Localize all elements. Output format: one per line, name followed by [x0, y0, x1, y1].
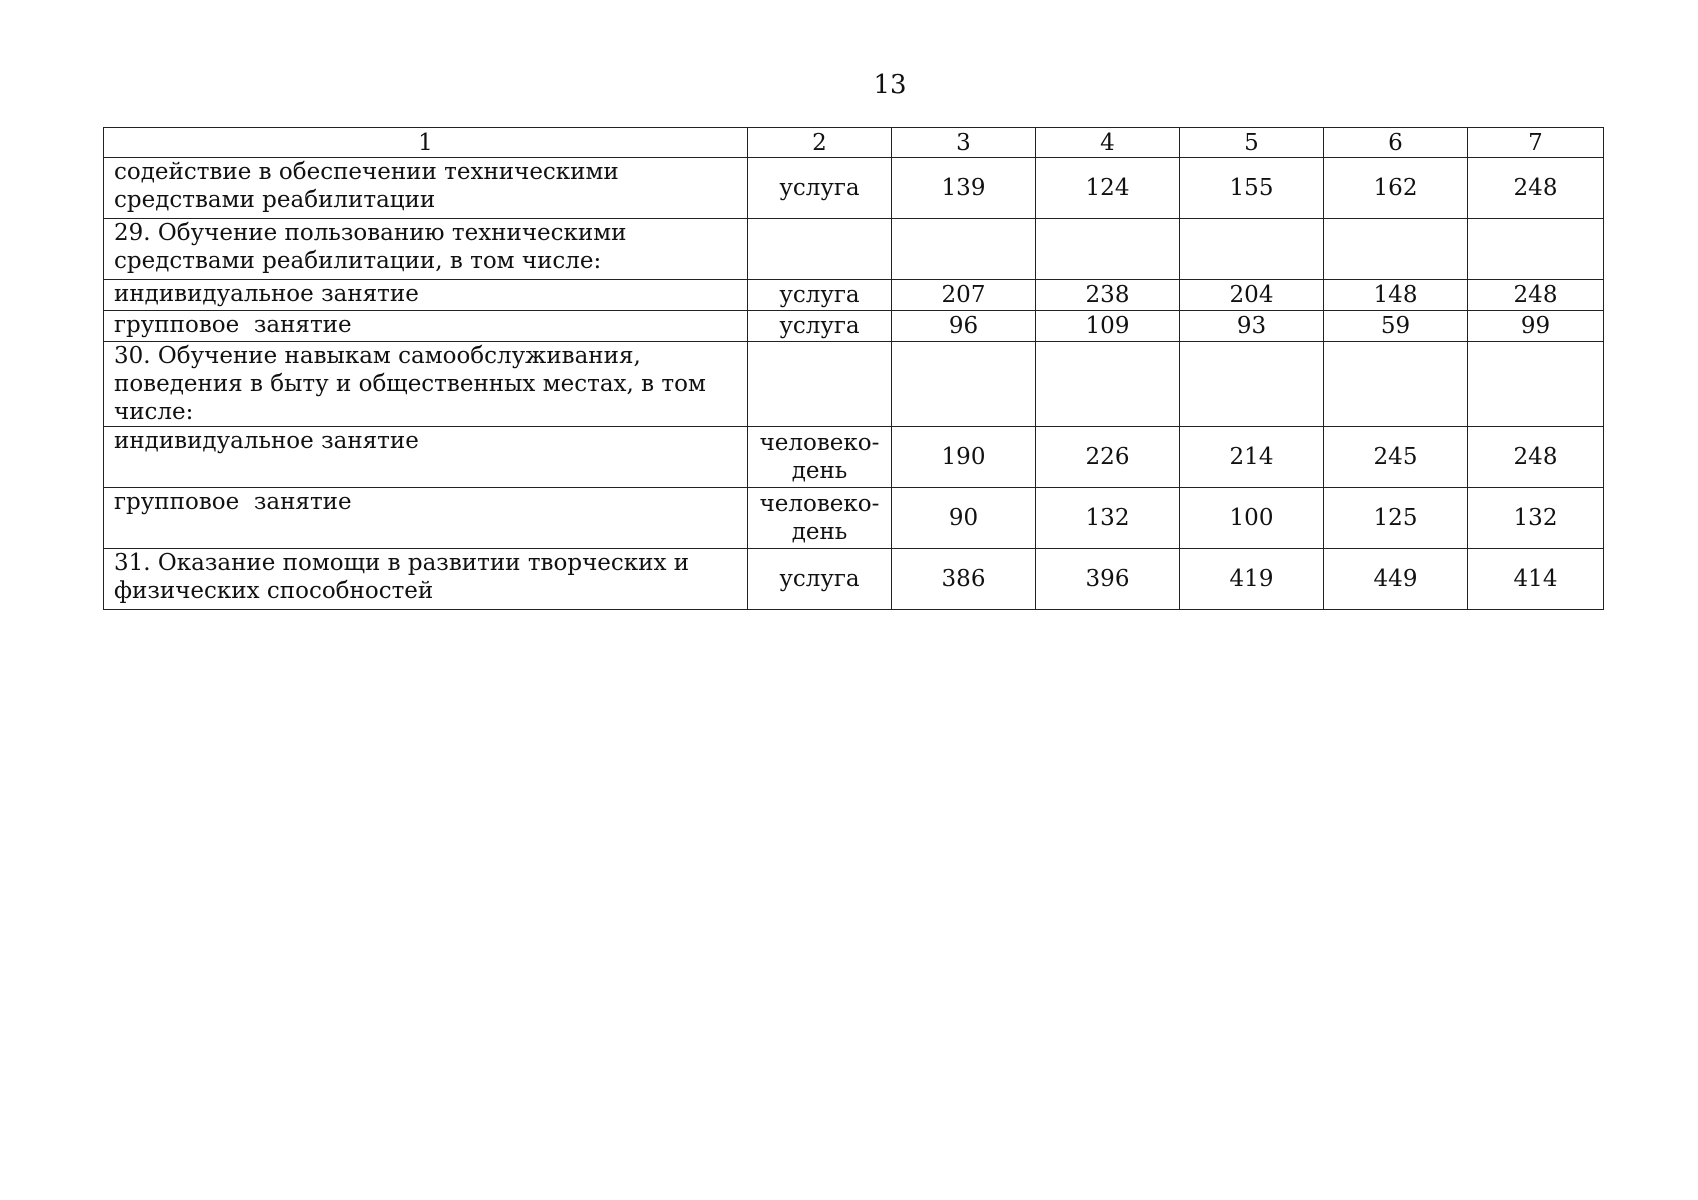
value-cell: 386 — [892, 549, 1036, 610]
value-cell: 214 — [1180, 427, 1324, 488]
value-cell: 148 — [1324, 280, 1468, 311]
column-header: 7 — [1468, 128, 1604, 158]
table-header-row — [104, 128, 1604, 158]
table-row — [104, 488, 1604, 549]
column-header: 2 — [748, 128, 892, 158]
column-header: 6 — [1324, 128, 1468, 158]
value-cell — [1180, 342, 1324, 427]
unit-cell: услуга — [748, 280, 892, 311]
column-header: 1 — [104, 128, 748, 158]
value-cell: 59 — [1324, 311, 1468, 342]
value-cell: 226 — [1036, 427, 1180, 488]
value-cell: 238 — [1036, 280, 1180, 311]
table-row — [104, 311, 1604, 342]
table-row — [104, 427, 1604, 488]
value-cell — [1324, 219, 1468, 280]
value-cell: 449 — [1324, 549, 1468, 610]
column-header: 4 — [1036, 128, 1180, 158]
service-name-cell: 29. Обучение пользованию техническими средствами реабилитации, в том числе: — [104, 219, 748, 280]
value-cell: 245 — [1324, 427, 1468, 488]
service-name-cell: 30. Обучение навыкам самообслуживания, поведения в быту и общественных местах, в том числе: — [104, 342, 748, 427]
table-row — [104, 280, 1604, 311]
unit-cell: услуга — [748, 158, 892, 219]
value-cell: 419 — [1180, 549, 1324, 610]
service-name-cell: 31. Оказание помощи в развитии творческих и физических способностей — [104, 549, 748, 610]
value-cell: 99 — [1468, 311, 1604, 342]
unit-label: человеко-день — [759, 430, 880, 484]
value-cell: 248 — [1468, 280, 1604, 311]
value-cell — [892, 219, 1036, 280]
value-cell: 139 — [892, 158, 1036, 219]
value-cell: 155 — [1180, 158, 1324, 219]
value-cell: 396 — [1036, 549, 1180, 610]
value-cell: 248 — [1468, 427, 1604, 488]
table-row — [104, 219, 1604, 280]
value-cell — [892, 342, 1036, 427]
value-cell: 190 — [892, 427, 1036, 488]
value-cell: 93 — [1180, 311, 1324, 342]
value-cell: 100 — [1180, 488, 1324, 549]
value-cell: 96 — [892, 311, 1036, 342]
value-cell: 132 — [1036, 488, 1180, 549]
value-cell: 248 — [1468, 158, 1604, 219]
value-cell: 125 — [1324, 488, 1468, 549]
value-cell — [1036, 342, 1180, 427]
service-name-cell: индивидуальное занятие — [104, 427, 748, 488]
service-name-cell: индивидуальное занятие — [104, 280, 748, 311]
table-row — [104, 158, 1604, 219]
value-cell: 414 — [1468, 549, 1604, 610]
value-cell: 109 — [1036, 311, 1180, 342]
table-row — [104, 549, 1604, 610]
page-number: 13 — [873, 70, 907, 100]
value-cell: 204 — [1180, 280, 1324, 311]
value-cell: 90 — [892, 488, 1036, 549]
value-cell: 162 — [1324, 158, 1468, 219]
unit-cell — [748, 488, 892, 549]
column-header: 5 — [1180, 128, 1324, 158]
service-name-cell: групповое занятие — [104, 488, 748, 549]
value-cell — [1036, 219, 1180, 280]
unit-cell — [748, 427, 892, 488]
value-cell: 207 — [892, 280, 1036, 311]
unit-cell: услуга — [748, 311, 892, 342]
service-name-cell: содействие в обеспечении техническими средствами реабилитации — [104, 158, 748, 219]
unit-label: человеко-день — [759, 491, 880, 545]
value-cell — [1180, 219, 1324, 280]
value-cell: 132 — [1468, 488, 1604, 549]
unit-cell — [748, 342, 892, 427]
unit-cell — [748, 219, 892, 280]
unit-cell: услуга — [748, 549, 892, 610]
value-cell — [1324, 342, 1468, 427]
value-cell — [1468, 219, 1604, 280]
table-row — [104, 342, 1604, 427]
column-header: 3 — [892, 128, 1036, 158]
service-name-cell: групповое занятие — [104, 311, 748, 342]
value-cell — [1468, 342, 1604, 427]
services-table — [103, 127, 1604, 610]
value-cell: 124 — [1036, 158, 1180, 219]
